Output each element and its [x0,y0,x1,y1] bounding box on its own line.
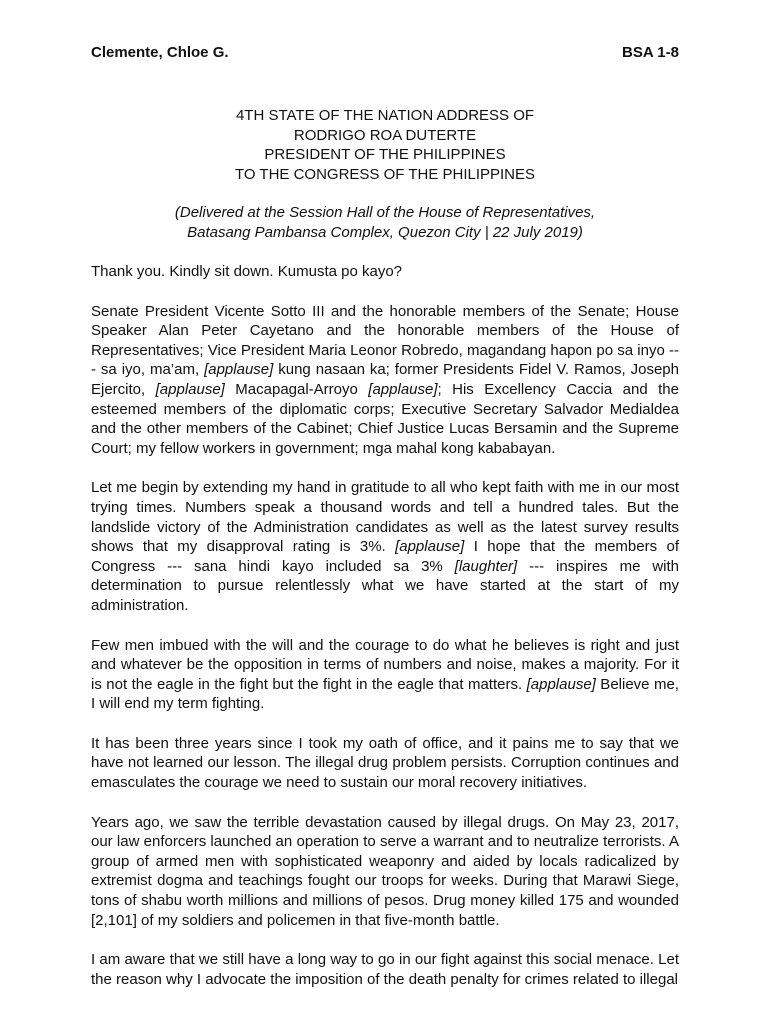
title-line: TO THE CONGRESS OF THE PHILIPPINES [234,165,536,183]
text-run: I hope that the members of Congress --- sana hindi kayo included sa 3% [91,538,679,575]
text-run: ; His Excellency Caccia and the esteemed members of the diplomatic corps; Executive Secretary Salvador Medialdea and the other members of the Cabinet; Chief Justice Lucas Bersamin and the Supreme Court; my fellow workers in government; mga mahal kong kababayan. [91,380,679,457]
text-run: Thank you. Kindly sit down. Kumusta po kayo? [91,263,403,280]
stage-direction: [applause] [526,675,596,693]
stage-direction: [applause] [395,538,465,556]
text-run: Macapagal-Arroyo [224,380,369,398]
author-name: Clemente, Chloe G. [91,44,229,61]
document-header [91,43,679,63]
stage-direction: [applause] [204,361,274,379]
speech-paragraph [91,302,679,459]
delivery-line: Batasang Pambansa Complex, Quezon City | 22 July 2019) [187,223,583,241]
speech-body [91,262,679,989]
text-run: Believe me, I will end my term fighting. [91,675,679,713]
title-line: PRESIDENT OF THE PHILIPPINES [264,146,506,163]
text-run: kung nasaan ka; former Presidents Fidel V. Ramos, Joseph Ejercito, [91,361,679,398]
delivery-line: (Delivered at the Session Hall of the House of Representatives, [174,204,596,221]
speech-paragraph [91,478,679,615]
stage-direction: [applause] [155,380,225,398]
speech-paragraph [91,262,679,282]
stage-direction: [laughter] [454,557,518,575]
stage-direction: [applause] [368,380,438,398]
section-code: BSA 1-8 [622,44,679,61]
text-run: Few men imbued with the will and the courage to do what he believes is right and just and whatever be the opposition in terms of numbers and noise, makes a majority. For it is not the eagle in the fight but the fight in the eagle that matters. [91,636,679,693]
speech-paragraph [91,636,679,714]
speech-paragraph [91,734,679,793]
speech-paragraph [91,813,679,931]
speech-paragraph [91,950,679,989]
text-run: Years ago, we saw the terrible devastation caused by illegal drugs. On May 23, 2017, our law enforcers launched an operation to serve a warrant and to neutralize terrorists. A group of armed men with sophisticated weaponry and aided by locals radicalized by extremist dogma and teachings fought our troops for weeks. During that Marawi Siege, tons of shabu worth millions and millions of pesos. Drug money killed 175 and wounded [2,101] of my soldiers and policemen in that five-month battle. [91,813,679,929]
text-run: I am aware that we still have a long way to go in our fight against this social menace. Let the reason why I advocate the imposition of the death penalty for crimes related to illegal [91,951,679,988]
title-line: RODRIGO ROA DUTERTE [293,126,477,144]
title-line: 4TH STATE OF THE NATION ADDRESS OF [235,107,535,124]
text-run: It has been three years since I took my oath of office, and it pains me to say that we have not learned our lesson. The illegal drug problem persists. Corruption continues and emasculates the courage we need to sustain our moral recovery initiatives. [91,734,679,792]
text-run: Senate President Vicente Sotto III and the honorable members of the Senate; House Speaker Alan Peter Cayetano and the honorable members of the House of Representatives; Vice President Maria Leonor Robredo, magandang hapon po sa inyo --- sa iyo, ma’am, [91,302,679,379]
delivery-note [91,203,679,242]
text-run: Let me begin by extending my hand in gratitude to all who kept faith with me in our most trying times. Numbers speak a thousand words and tell a hundred tales. But the landslide victory of the Administration candidates as well as the latest survey results shows that my disapproval rating is 3%. [91,479,679,556]
document-title [91,106,679,184]
text-run: --- inspires me with determination to pursue relentlessly what we have started at the start of my administration. [91,557,679,614]
